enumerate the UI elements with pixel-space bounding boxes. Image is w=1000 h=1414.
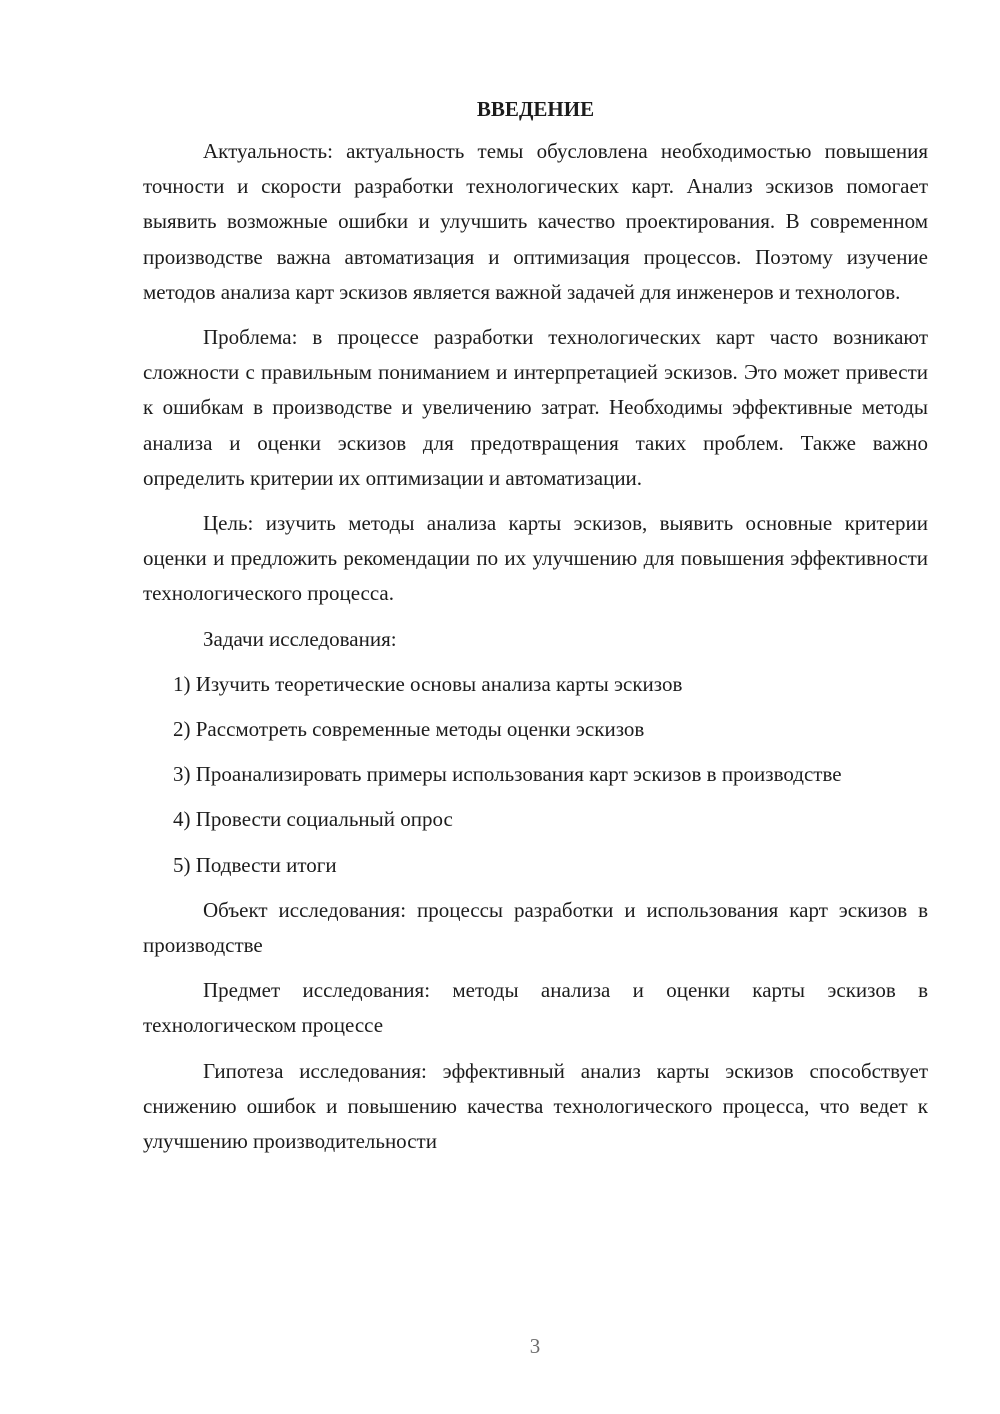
task-item-5: 5) Подвести итоги xyxy=(173,852,337,877)
section-heading: ВВЕДЕНИЕ xyxy=(476,97,595,121)
tasks-title: Задачи исследования: xyxy=(203,626,397,651)
task-item-1: 1) Изучить теоретические основы анализа карты эскизов xyxy=(173,671,683,696)
relevance-paragraph: Актуальность: актуальность темы обусловлена необходимостью повышения точности и скорости разработки технологических карт. Анализ эскизов помогает выявить возможные ошибки и улучшить качество проектирования. В современном производстве важна автоматизация и оптимизация процессов. Поэтому изучение методов анализа карт эскизов является важной задачей для инженеров и технологов. xyxy=(143,139,928,304)
task-item-2: 2) Рассмотреть современные методы оценки эскизов xyxy=(173,717,645,742)
hypothesis-paragraph: Гипотеза исследования: эффективный анализ карты эскизов способствует снижению ошибок и повышению качества технологического процесса, что ведет к улучшению производительности xyxy=(143,1058,928,1154)
subject-paragraph: Предмет исследования: методы анализа и оценки карты эскизов в технологическом процессе xyxy=(143,978,928,1038)
task-item-4: 4) Провести социальный опрос xyxy=(173,807,453,832)
task-item-3: 3) Проанализировать примеры использования карт эскизов в производстве xyxy=(173,762,842,787)
object-paragraph: Объект исследования: процессы разработки и использования карт эскизов в производстве xyxy=(143,897,928,958)
document-page xyxy=(143,92,928,1169)
page-number: 3 xyxy=(529,1334,541,1358)
problem-paragraph: Проблема: в процессе разработки технологических карт часто возникают сложности с правильным пониманием и интерпретацией эскизов. Это может привести к ошибкам в производстве и увеличению затрат. Необходимы эффективные методы анализа и оценки эскизов для предотвращения таких проблем. Также важно определить критерии их оптимизации и автоматизации. xyxy=(143,325,928,490)
goal-paragraph: Цель: изучить методы анализа карты эскизов, выявить основные критерии оценки и предложить рекомендации по их улучшению для повышения эффективности технологического процесса. xyxy=(143,511,928,606)
